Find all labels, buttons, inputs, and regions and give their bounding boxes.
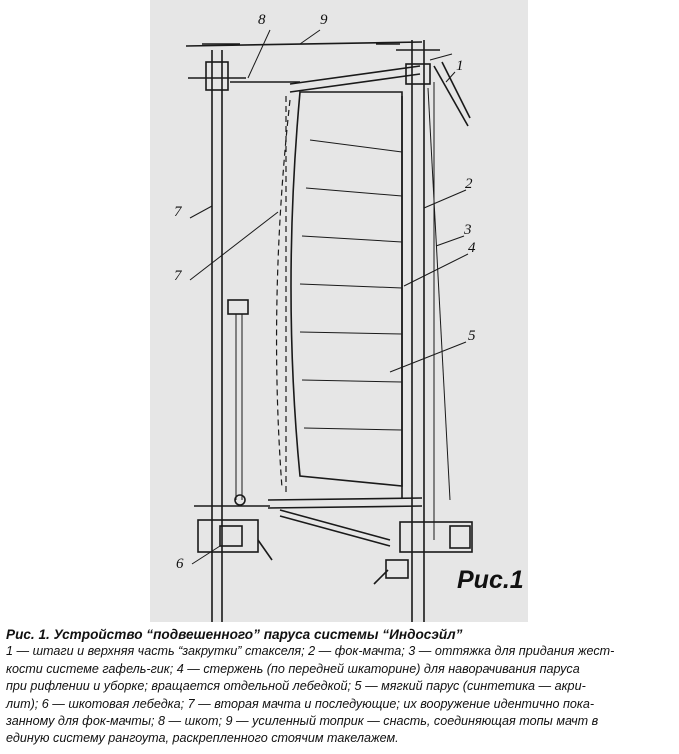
caption-line: единую систему рангоута, раскрепленного стоячим такелажем. [6, 731, 399, 746]
leader-lines [190, 30, 468, 564]
callout-7-left: 7 [174, 204, 182, 220]
sheet-winch [198, 520, 272, 560]
sail [291, 92, 402, 486]
callout-9: 9 [320, 12, 328, 28]
sail-rig-drawing [150, 0, 528, 622]
stays [430, 54, 470, 126]
downhaul [428, 82, 450, 540]
caption-line: 1 — штаги и верхняя часть “закрутки” стакселя; 2 — фок-мачта; 3 — оттяжка для придания жест- [6, 644, 615, 659]
caption-title: Рис. 1. Устройство “подвешенного” паруса системы “Индосэйл” [6, 627, 463, 642]
boom [268, 498, 422, 546]
figure-caption [6, 626, 674, 748]
topping-lift [186, 42, 422, 46]
furl-outline [277, 100, 290, 488]
callout-8: 8 [258, 12, 266, 28]
caption-line: кости системе гафель-гик; 4 — стержень (по передней шкаторине) для наворачивания паруса [6, 661, 580, 676]
figure [150, 0, 528, 622]
figure-label: Рис.1 [457, 566, 524, 594]
callout-7-center: 7 [174, 268, 182, 284]
callout-2: 2 [465, 176, 473, 192]
callout-5: 5 [468, 328, 476, 344]
callout-4: 4 [468, 240, 476, 256]
gaff [290, 66, 420, 92]
callout-6: 6 [176, 556, 184, 572]
caption-line: при рифлении и уборке; вращается отдельной лебедкой; 5 — мягкий парус (синтетика — акри- [6, 679, 586, 694]
callout-1: 1 [456, 58, 464, 74]
callout-3: 3 [464, 222, 472, 238]
caption-line: занному для фок-мачты; 8 — шкот; 9 — усиленный топрик — снасть, соединяющая топы мачт в [6, 714, 599, 729]
caption-line: лит); 6 — шкотовая лебедка; 7 — вторая мачта и последующие; их вооружение идентично пока- [6, 696, 595, 711]
